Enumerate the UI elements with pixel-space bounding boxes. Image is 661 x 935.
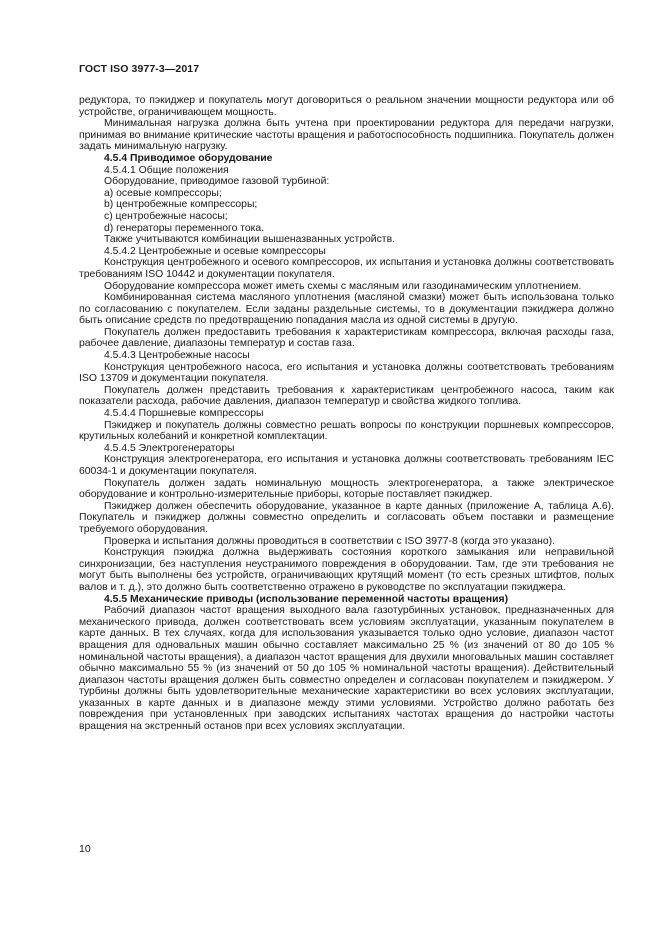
paragraph: Покупатель должен задать номинальную мощность электрогенератора, а также электрическое оборудование и контрольно-измерительные приборы, которые поставляет пэкиджер. (79, 477, 614, 501)
paragraph: Оборудование компрессора может иметь схемы с масляным или газодинамическим уплотнением. (104, 280, 582, 292)
paragraph: Конструкция центробежного насоса, его испытания и установка должны соответствовать требованиям ISO 13709 и документации покупателя. (79, 361, 614, 385)
section-heading: 4.5.5 Механические приводы (использование переменной частоты вращения) (104, 593, 509, 605)
paragraph: Покупатель должен предоставить требования к характеристикам компрессора, включая расходы газа, рабочее давление, диапазоны температур и состав газа. (79, 326, 614, 350)
paragraph: Оборудование, приводимое газовой турбиной: (104, 176, 330, 188)
paragraph: 4.5.4.4 Поршневые компрессоры (104, 408, 264, 420)
page-number: 10 (79, 843, 91, 855)
paragraph: Конструкция электрогенератора, его испытания и установка должны соответствовать требованиям IEC 60034-1 и документации покупателя. (79, 454, 614, 477)
paragraph: Пэкиджер должен обеспечить оборудование, указанное в карте данных (приложение А, таблица А.6). Покупатель и пэкиджер должны совместно определить и согласовать объем поставки и размещение требуемого оборудования. (79, 500, 614, 535)
paragraph: Рабочий диапазон частот вращения выходного вала газотурбинных установок, предназначенных для механического привода, должен соответствовать всем условиям эксплуатации, указанным покупателем в карте данных. В тех случаях, когда для использования указывается только одно условие, диапазон частот вращения для одновальных машин обычно составляет максимально 25 % (из значений от 80 до 105 % номинальной частоты вращения), а диапазон частот вращения для двухили многовальных машин составляет обычно максимально 55 % (из значений от 50 до 105 % номинальной частоты вращения). Действительный диапазон частоты вращения должен быть совместно определен и согласован покупателем и пэкиджером. У турбины должны быть удовлетворительные механические характеристики во всех условиях эксплуатации, указанных в карте данных и в диапазоне между этими условиями. Устройство должно работать без повреждения при установленных при заводских испытаниях частотах вращения до настройки частоты вращения на экстренный останов при всех условиях эксплуатации. (79, 605, 614, 733)
paragraph: 4.5.4.1 Общие положения (104, 164, 229, 176)
paragraph: Минимальная нагрузка должна быть учтена при проектировании редуктора для передачи нагрузки, принимая во внимание критические частоты вращения и работоспособность подшипника. Покупатель должен задать минимальную нагрузку. (79, 118, 614, 153)
paragraph: Покупатель должен представить требования к характеристикам центробежного насоса, таким как показатели расхода, рабочие давления, диапазон температур и свойства жидкого топлива. (79, 384, 614, 408)
paragraph: c) центробежные насосы; (104, 210, 228, 222)
section-heading: 4.5.4 Приводимое оборудование (104, 152, 273, 164)
paragraph: 4.5.4.3 Центробежные насосы (104, 350, 250, 362)
paragraph: b) центробежные компрессоры; (104, 199, 258, 211)
paragraph: Также учитываются комбинации вышеназванных устройств. (104, 234, 395, 246)
paragraph: Конструкция центробежного и осевого компрессоров, их испытания и установка должны соответствовать требованиям ISO 10442 и документации покупателя. (79, 257, 614, 280)
standard-header: ГОСТ ISO 3977-3—2017 (79, 63, 200, 75)
paragraph: редуктора, то пэкиджер и покупатель могут договориться о реальном значении мощности редуктора или об устройстве, ограничивающем мощность. (79, 95, 614, 118)
paragraph: 4.5.4.5 Электрогенераторы (104, 442, 235, 454)
body-text (79, 95, 614, 733)
paragraph: 4.5.4.2 Центробежные и осевые компрессоры (104, 245, 326, 257)
paragraph: a) осевые компрессоры; (104, 187, 222, 199)
paragraph: Пэкиджер и покупатель должны совместно решать вопросы по конструкции поршневых компрессоров, крутильных колебаний и конкретной комплектации. (79, 419, 614, 443)
paragraph: Проверка и испытания должны проводиться в соответствии с ISO 3977-8 (когда это указано). (104, 535, 556, 547)
paragraph: Конструкция пэкиджа должна выдерживать состояния короткого замыкания или неправильной синхронизации, без наступления неустранимого повреждения в оборудовании. Там, где эти требования не могут быть выполнены без устройств, ограничивающих крутящий момент (то есть срезных штифтов, полых валов и т. д.), это должно быть соответственно отражено в руководстве по эксплуатации пэкиджера. (79, 547, 614, 593)
paragraph: Комбинированная система масляного уплотнения (масляной смазки) может быть использована только по согласованию с покупателем. Если заданы раздельные системы, то в документации пэкиджера должно быть описание средств по предотвращению попадания масла из одной системы в другую. (79, 292, 614, 327)
paragraph: d) генераторы переменного тока. (104, 222, 265, 234)
